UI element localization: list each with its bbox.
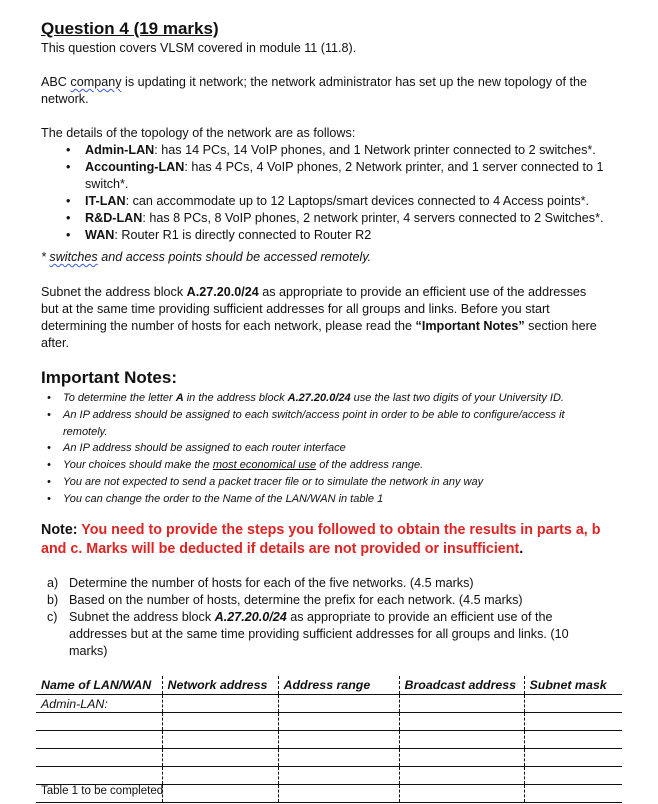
- part-c: c) Subnet the address block A.27.20.0/24 as appropriate to provide an efficient use of the addresses but at the same time providing sufficient addresses for all groups and links. (10 marks): [47, 610, 569, 658]
- intro-text: This question covers VLSM covered in module 11 (11.8).: [41, 41, 357, 55]
- table-cell[interactable]: [524, 785, 622, 803]
- table-cell[interactable]: [162, 731, 278, 749]
- table-row: [36, 695, 622, 713]
- subnet-paragraph: Subnet the address block A.27.20.0/24 as appropriate to provide an efficient use of the addresses but at the same time providing sufficient addresses for all groups and links. Before you start determining the number of hosts for each network, please read the “Important Notes” section here after.: [41, 285, 597, 350]
- list-item: • An IP address should be assigned to each router interface: [41, 440, 611, 457]
- table-cell[interactable]: [399, 713, 524, 731]
- table-cell[interactable]: [524, 713, 622, 731]
- details-intro: The details of the topology of the network are as follows:: [41, 126, 356, 140]
- list-item: • An IP address should be assigned to each switch/access point in order to be able to configure/access it remotely.: [41, 407, 611, 441]
- list-item: • Your choices should make the most economical use of the address range.: [41, 457, 611, 474]
- table-cell[interactable]: [36, 749, 162, 767]
- table-cell[interactable]: [162, 767, 278, 785]
- column-header: Network address: [162, 676, 278, 695]
- list-item: • R&D-LAN: has 8 PCs, 8 VoIP phones, 2 network printer, 4 servers connected to 2 Switches*.: [66, 210, 611, 227]
- list-item: • Admin-LAN: has 14 PCs, 14 VoIP phones, and 1 Network printer connected to 2 switches*.: [66, 142, 611, 159]
- list-item: • Accounting-LAN: has 4 PCs, 4 VoIP phones, 2 Network printer, and 1 server connected to 1 switch*.: [66, 159, 611, 193]
- table-cell[interactable]: [524, 695, 622, 713]
- list-item: • You can change the order to the Name of the LAN/WAN in table 1: [41, 491, 611, 508]
- table-header-row: [36, 676, 622, 695]
- subnet-table: [36, 676, 622, 803]
- table-cell[interactable]: [399, 785, 524, 803]
- table-cell[interactable]: [278, 749, 399, 767]
- table-cell[interactable]: [162, 695, 278, 713]
- table-cell[interactable]: [399, 767, 524, 785]
- note-paragraph: Note: You need to provide the steps you followed to obtain the results in parts a, b and c. Marks will be deducted if details are not provided or insufficient.: [41, 522, 601, 557]
- spellcheck-word: company: [70, 75, 122, 89]
- table-cell[interactable]: [278, 731, 399, 749]
- table-cell[interactable]: [524, 767, 622, 785]
- table-cell[interactable]: [399, 749, 524, 767]
- table-cell[interactable]: [278, 785, 399, 803]
- table-row: [36, 731, 622, 749]
- part-a: a) Determine the number of hosts for each of the five networks. (4.5 marks): [47, 576, 474, 590]
- company-paragraph: ABC company is updating it network; the network administrator has set up the new topology of the network.: [41, 75, 588, 106]
- table-cell[interactable]: [524, 731, 622, 749]
- table-cell[interactable]: Admin-LAN:: [36, 695, 162, 713]
- table-cell[interactable]: [162, 785, 278, 803]
- table-cell[interactable]: [278, 713, 399, 731]
- column-header: Address range: [278, 676, 399, 695]
- table-row: [36, 713, 622, 731]
- table-cell[interactable]: [162, 713, 278, 731]
- table-cell[interactable]: [524, 749, 622, 767]
- footnote: * switches and access points should be accessed remotely.: [41, 250, 372, 264]
- table-caption: Table 1 to be completed: [41, 785, 164, 797]
- table-cell[interactable]: [36, 731, 162, 749]
- table-cell[interactable]: [162, 749, 278, 767]
- table-row: [36, 749, 622, 767]
- table-cell[interactable]: [278, 767, 399, 785]
- part-b: b) Based on the number of hosts, determine the prefix for each network. (4.5 marks): [47, 593, 523, 607]
- question-title: Question 4 (19 marks): [41, 19, 219, 38]
- list-item: • To determine the letter A in the address block A.27.20.0/24 use the last two digits of your University ID.: [41, 390, 611, 407]
- list-item: • IT-LAN: can accommodate up to 12 Laptops/smart devices connected to 4 Access points*.: [66, 193, 611, 210]
- important-notes-list: [41, 390, 611, 508]
- table-row: [36, 767, 622, 785]
- column-header: Subnet mask: [524, 676, 622, 695]
- important-notes-heading: Important Notes:: [41, 368, 177, 387]
- table-cell[interactable]: [36, 767, 162, 785]
- column-header: Broadcast address: [399, 676, 524, 695]
- question-parts: [47, 575, 607, 660]
- table-cell[interactable]: [399, 731, 524, 749]
- table-cell[interactable]: [278, 695, 399, 713]
- spellcheck-word: switches: [49, 250, 98, 264]
- list-item: • WAN: Router R1 is directly connected to Router R2: [66, 227, 611, 244]
- table-cell[interactable]: [399, 695, 524, 713]
- column-header: Name of LAN/WAN: [36, 676, 162, 695]
- network-list: [66, 142, 611, 244]
- list-item: • You are not expected to send a packet tracer file or to simulate the network in any way: [41, 474, 611, 491]
- table-cell[interactable]: [36, 713, 162, 731]
